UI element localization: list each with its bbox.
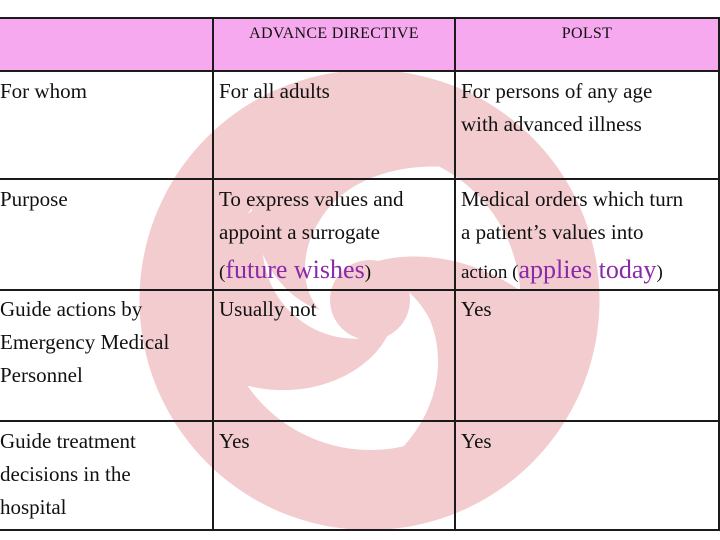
header-polst: POLST [561,25,613,42]
cell-for-whom-advance-directive: For all adults [219,79,330,103]
rule-col3-left [454,17,456,531]
row-label-guide-actions-ems: Guide actions by Emergency Medical Personnel [0,297,170,387]
row-label-purpose: Purpose [0,187,68,211]
row-label-for-whom: For whom [0,79,87,103]
cell-for-whom-polst: For persons of any age with advanced illness [461,79,653,136]
header-advance-directive: ADVANCE DIRECTIVE [249,25,419,42]
cell-purpose-polst: Medical orders which turn a patient’s values into action (applies today) [461,183,683,289]
rule-bottom [0,529,720,531]
rule-row3-bottom [0,420,720,422]
rule-col2-left [212,17,214,531]
cell-purpose-advance-directive: To express values and appoint a surrogate (future wishes) [219,183,404,289]
cell-ems-advance-directive: Usually not [219,297,317,321]
rule-header-bottom [0,70,720,72]
rule-row2-bottom [0,289,720,291]
cell-hospital-polst: Yes [461,429,492,453]
rule-row1-bottom [0,178,720,180]
applies-today-line: action (applies today) [461,255,663,284]
row-label-guide-treatment-hospital: Guide treatment decisions in the hospital [0,429,136,519]
cell-hospital-advance-directive: Yes [219,429,250,453]
future-wishes-line: (future wishes) [219,255,372,284]
cell-ems-polst: Yes [461,297,492,321]
